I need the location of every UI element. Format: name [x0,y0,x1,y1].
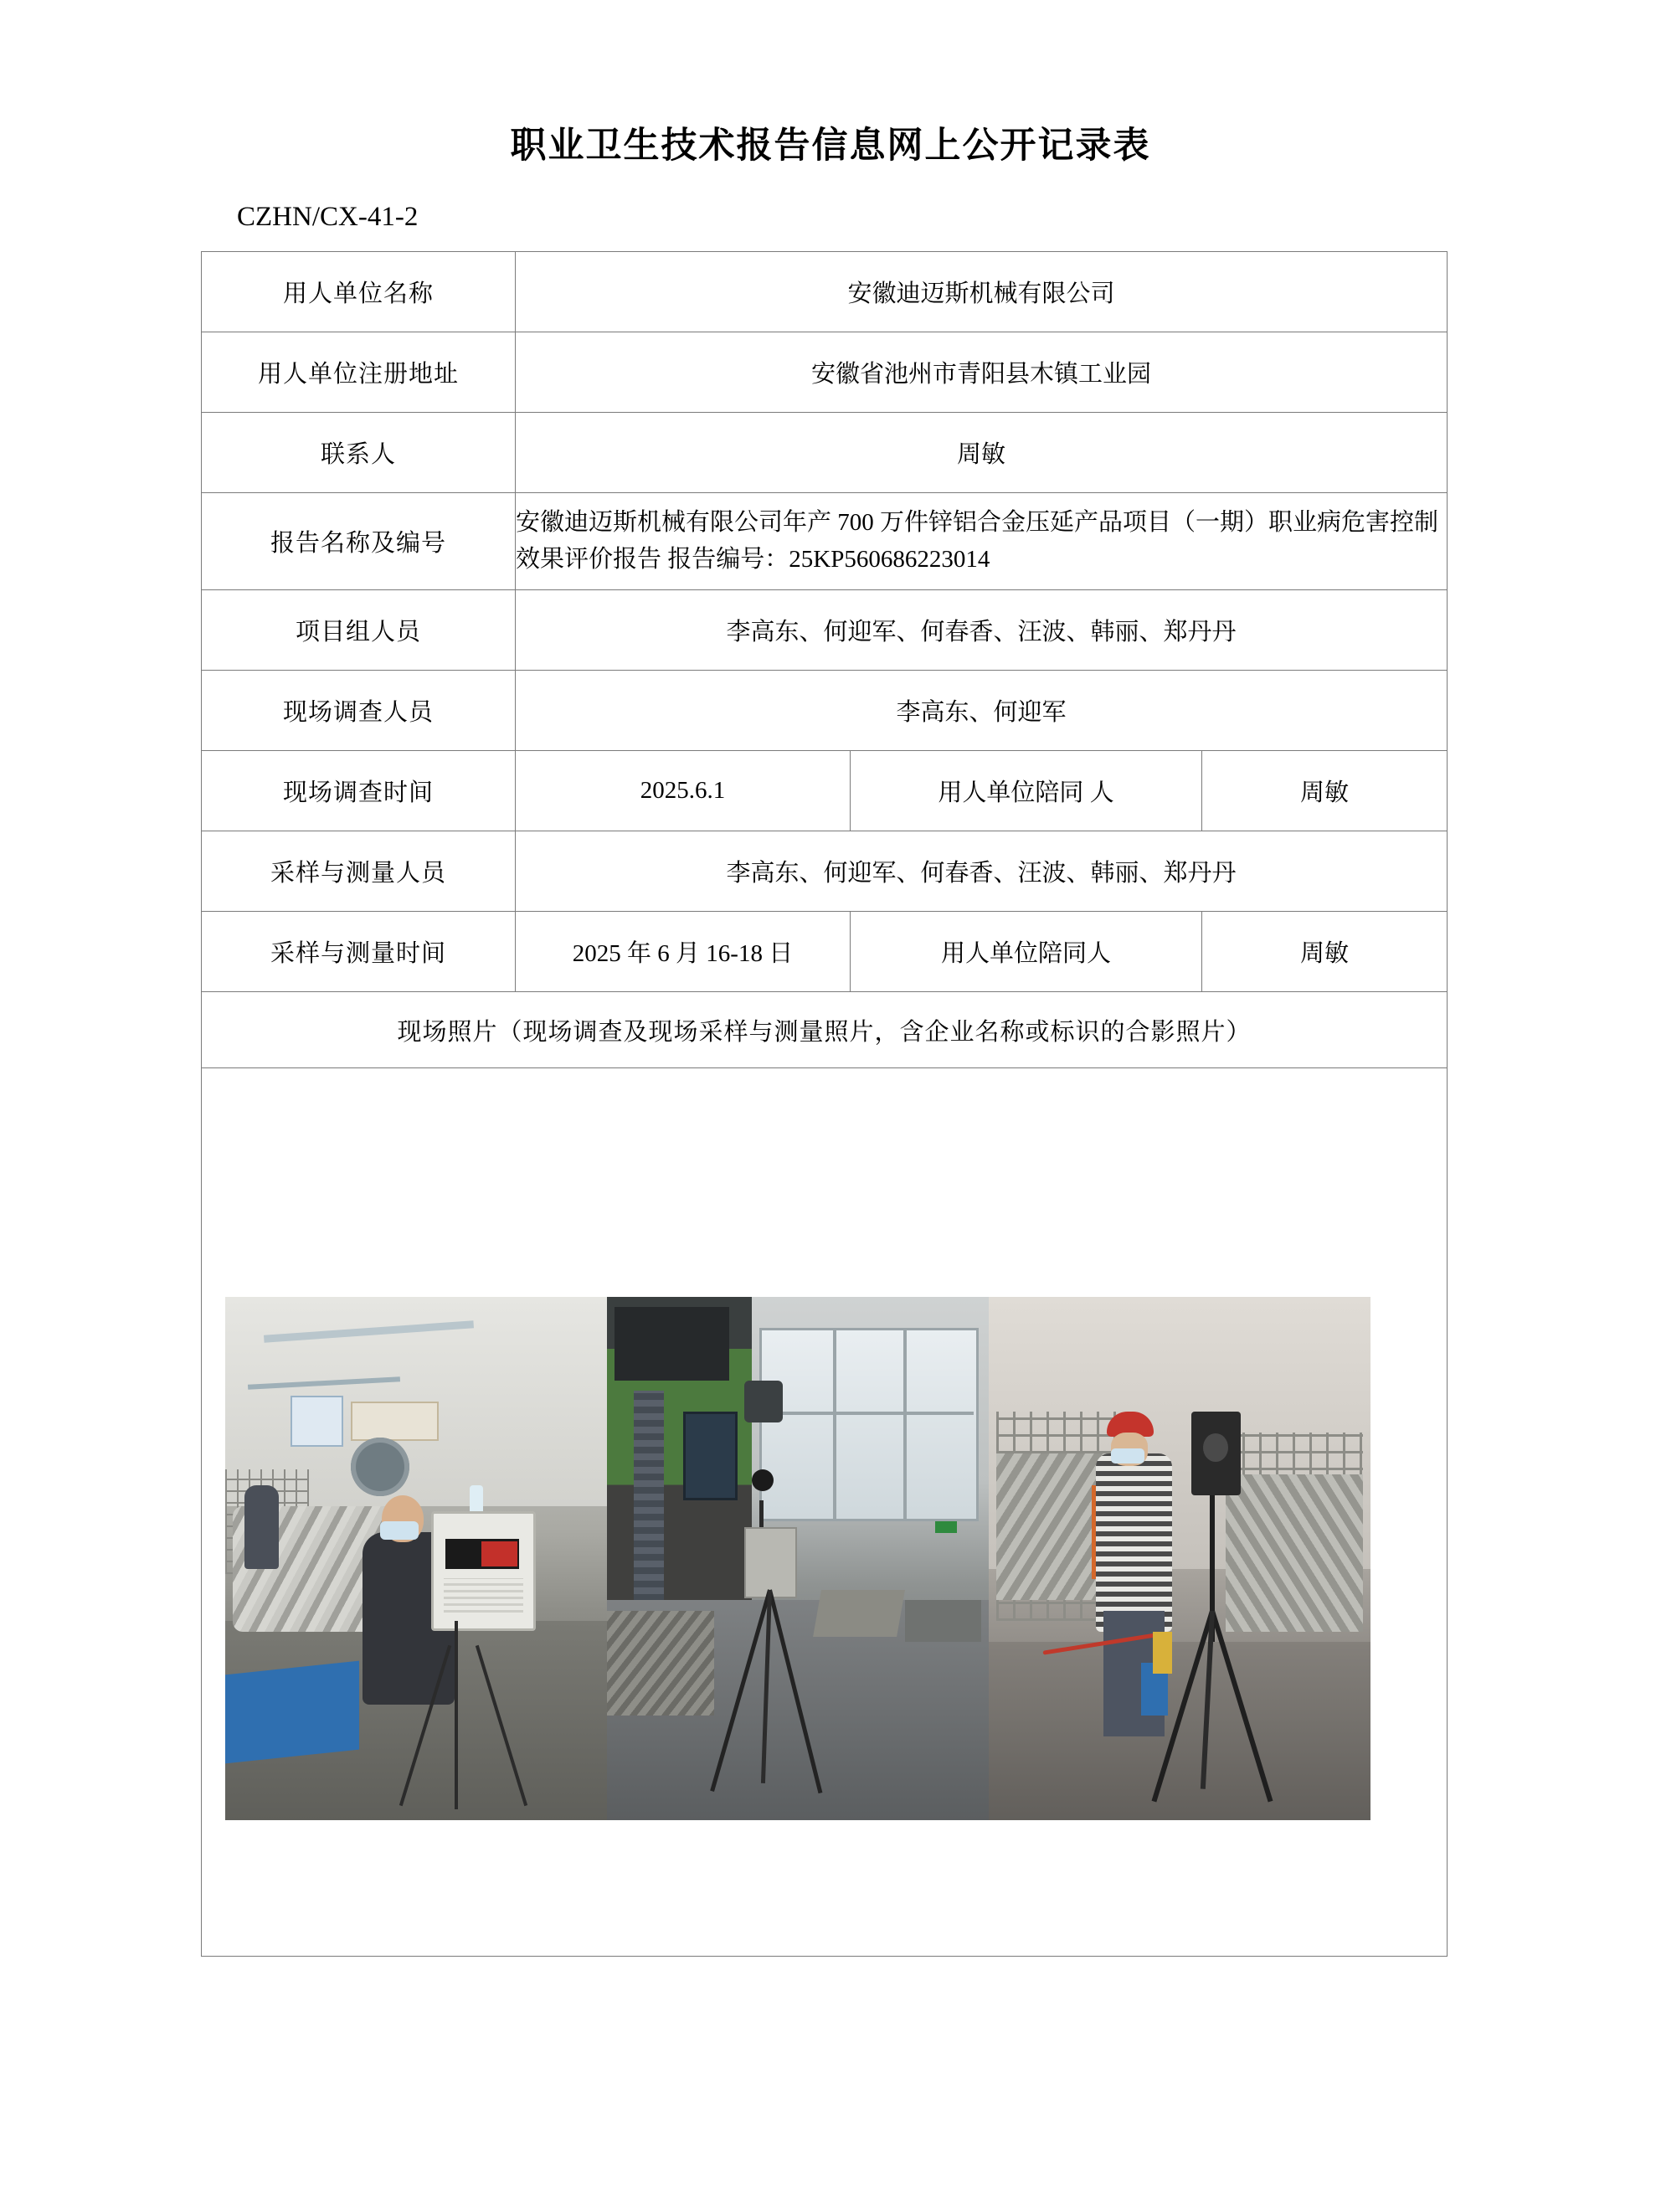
photo2-pallet [905,1600,981,1642]
row-value-survey-accompany: 周敏 [1202,751,1448,831]
row-label-report-name-code: 报告名称及编号 [202,493,516,590]
photo2-sampler-body [744,1527,797,1598]
photo1-wall-poster [291,1396,343,1446]
row-value-sampling-staff: 李高东、何迎军、何春香、汪波、韩丽、郑丹丹 [516,831,1448,912]
photo3-sampler-head [1191,1412,1241,1495]
document-page [0,117,1661,2212]
table-row [202,252,1448,332]
photo3-sampler-inlet [1203,1433,1228,1462]
row-label-sampling-staff: 采样与测量人员 [202,831,516,912]
table-row [202,332,1448,413]
row-value-site-survey-staff: 李高东、何迎军 [516,671,1448,751]
photo2-exit-sign [935,1521,957,1533]
table-row [202,590,1448,671]
table-row [202,493,1448,590]
table-row [202,912,1448,992]
photo2-window [759,1328,978,1521]
photo2-scrap-pile [607,1611,714,1716]
photo3-worker-mask [1111,1448,1144,1464]
photo3-right-parts-pile [1226,1474,1363,1632]
row-label-sampling-accompany: 用人单位陪同人 [851,912,1202,992]
page-title: 职业卫生技术报告信息网上公开记录表 [510,126,1151,166]
row-label-employer-address: 用人单位注册地址 [202,332,516,413]
photo2-exhaust-duct [744,1381,783,1422]
photo2-microphone [752,1469,774,1491]
photo2-control-panel [683,1412,738,1500]
row-label-survey-accompany: 用人单位陪同 人 [851,751,1202,831]
row-label-project-team: 项目组人员 [202,590,516,671]
photo1-worker-mask [380,1521,419,1540]
record-table [201,251,1448,1957]
table-row [202,831,1448,912]
form-code: CZHN/CX-41-2 [237,202,419,232]
photo1-second-worker [244,1485,279,1569]
photo1-measuring-instrument [431,1511,536,1632]
photo2-machine-hood [615,1307,729,1381]
table-row [202,413,1448,493]
row-value-employer-address: 安徽省池州市青阳县木镇工业园 [516,332,1448,413]
photos-cell [202,1068,1448,1957]
photo-strip [225,1297,1372,1820]
row-value-employer-name: 安徽迪迈斯机械有限公司 [516,252,1448,332]
photo3-worker-body [1096,1453,1172,1632]
table-row [202,1068,1448,1957]
row-label-sampling-time: 采样与测量时间 [202,912,516,992]
photo-workshop-survey [225,1297,607,1820]
table-row [202,992,1448,1068]
row-value-report-name-code: 安徽迪迈斯机械有限公司年产 700 万件锌铝合金压延产品项目（一期）职业病危害控制效果评价报告 报告编号：25KP560686223014 [516,493,1448,590]
photos-section-header: 现场照片（现场调查及现场采样与测量照片，含企业名称或标识的合影照片） [202,992,1448,1068]
photo2-window-bar [759,1412,973,1415]
photo1-tripod-center-leg [455,1621,458,1809]
photo-worker-dust-sampling [989,1297,1370,1820]
row-label-employer-name: 用人单位名称 [202,252,516,332]
row-label-survey-time: 现场调查时间 [202,751,516,831]
row-label-contact-person: 联系人 [202,413,516,493]
photo1-blue-mat [225,1661,359,1764]
row-value-contact-person: 周敏 [516,413,1448,493]
photo3-yellow-object [1153,1632,1172,1674]
photo2-machine-column [634,1391,664,1621]
photo1-instrument-digits [481,1541,517,1566]
table-row [202,671,1448,751]
photo3-floor [989,1642,1370,1820]
row-value-sampling-time: 2025 年 6 月 16-18 日 [516,912,851,992]
photo2-metal-box [813,1590,905,1637]
row-value-project-team: 李高东、何迎军、何春香、汪波、韩丽、郑丹丹 [516,590,1448,671]
row-value-sampling-accompany: 周敏 [1202,912,1448,992]
table-row [202,751,1448,831]
row-label-site-survey-staff: 现场调查人员 [202,671,516,751]
photo-machine-noise-measurement [607,1297,989,1820]
photo1-instrument-label [444,1578,523,1613]
photo1-wall-banner [351,1402,438,1442]
row-value-survey-time: 2025.6.1 [516,751,851,831]
